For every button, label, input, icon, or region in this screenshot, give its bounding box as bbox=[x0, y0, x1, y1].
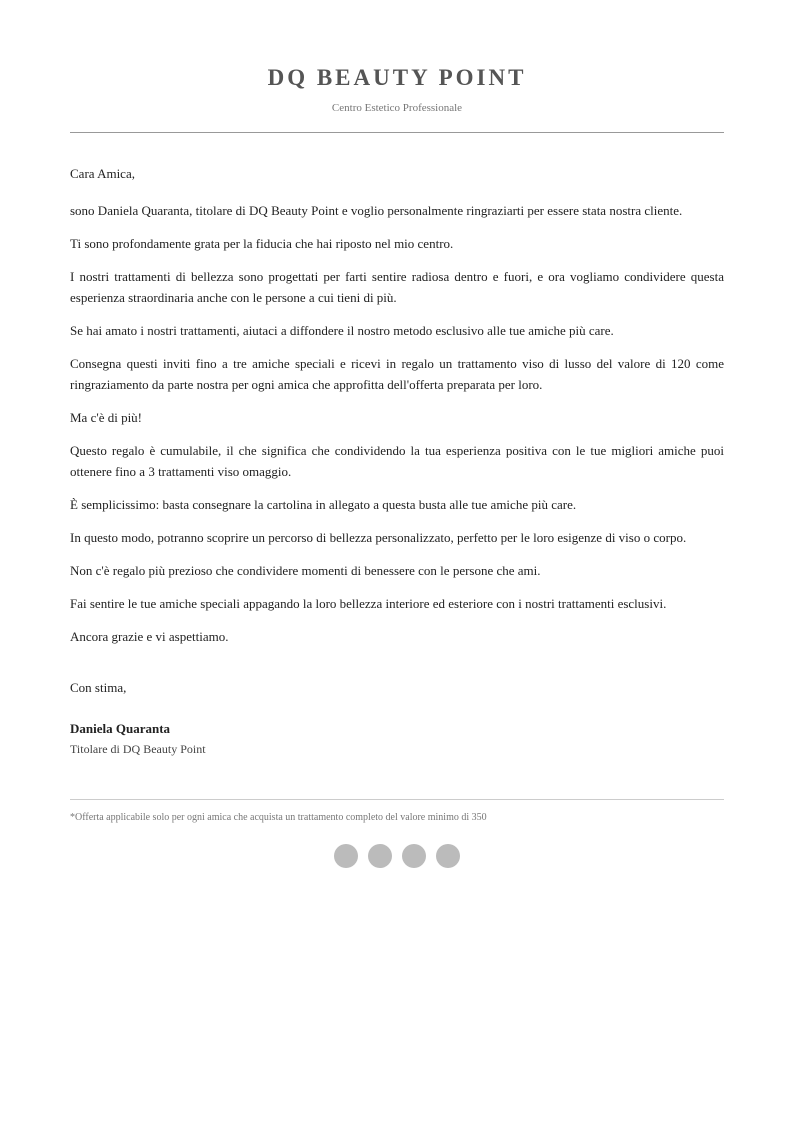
social-dot-icon[interactable] bbox=[402, 844, 426, 868]
paragraph: Ancora grazie e vi aspettiamo. bbox=[70, 629, 229, 644]
paragraph: Ti sono profondamente grata per la fiducia che hai riposto nel mio centro. bbox=[70, 236, 454, 251]
social-icons-row bbox=[70, 844, 724, 868]
paragraph: sono Daniela Quaranta, titolare di DQ Beauty Point e voglio personalmente ringraziarti per essere stata nostra cliente. bbox=[70, 203, 683, 218]
signature-name: Daniela Quaranta bbox=[70, 721, 171, 736]
letter-body bbox=[70, 163, 724, 647]
paragraph: In questo modo, potranno scoprire un percorso di bellezza personalizzato, perfetto per le loro esigenze di viso o corpo. bbox=[70, 530, 687, 545]
social-dot-icon[interactable] bbox=[334, 844, 358, 868]
signature-block bbox=[70, 719, 724, 759]
social-dot-icon[interactable] bbox=[436, 844, 460, 868]
brand-title: DQ BEAUTY POINT bbox=[267, 65, 527, 90]
paragraph: Non c'è regalo più prezioso che condividere momenti di benessere con le persone che ami. bbox=[70, 563, 541, 578]
signature-title: Titolare di DQ Beauty Point bbox=[70, 742, 206, 756]
letterhead bbox=[70, 0, 724, 133]
paragraph: Questo regalo è cumulabile, il che significa che condividendo la tua esperienza positiva con le tue migliori amiche puoi ottenere fino a 3 trattamenti viso omaggio. bbox=[70, 443, 724, 479]
paragraph: Consegna questi inviti fino a tre amiche speciali e ricevi in regalo un trattamento viso di lusso del valore di 120 come ringraziamento da parte nostra per ogni amica che approfitta dell'offerta preparata per loro. bbox=[70, 356, 724, 392]
footer-divider bbox=[70, 799, 724, 800]
offer-footnote: *Offerta applicabile solo per ogni amica che acquista un trattamento completo del valore minimo di 350 bbox=[70, 812, 487, 823]
paragraph: Se hai amato i nostri trattamenti, aiutaci a diffondere il nostro metodo esclusivo alle tue amiche più care. bbox=[70, 323, 614, 338]
greeting: Cara Amica, bbox=[70, 166, 135, 181]
header-divider bbox=[70, 132, 724, 133]
paragraph: I nostri trattamenti di bellezza sono progettati per farti sentire radiosa dentro e fuori, e ora vogliamo condividere questa esperienza straordinaria anche con le persone a cui tieni di più. bbox=[70, 269, 724, 305]
paragraph: Ma c'è di più! bbox=[70, 410, 143, 425]
brand-tagline: Centro Estetico Professionale bbox=[331, 102, 463, 114]
social-dot-icon[interactable] bbox=[368, 844, 392, 868]
closing-line: Con stima, bbox=[70, 680, 127, 695]
paragraph: È semplicissimo: basta consegnare la cartolina in allegato a questa busta alle tue amiche più care. bbox=[70, 497, 577, 512]
letter-page bbox=[70, 0, 724, 868]
paragraph: Fai sentire le tue amiche speciali appagando la loro bellezza interiore ed esteriore con i nostri trattamenti esclusivi. bbox=[70, 596, 667, 611]
